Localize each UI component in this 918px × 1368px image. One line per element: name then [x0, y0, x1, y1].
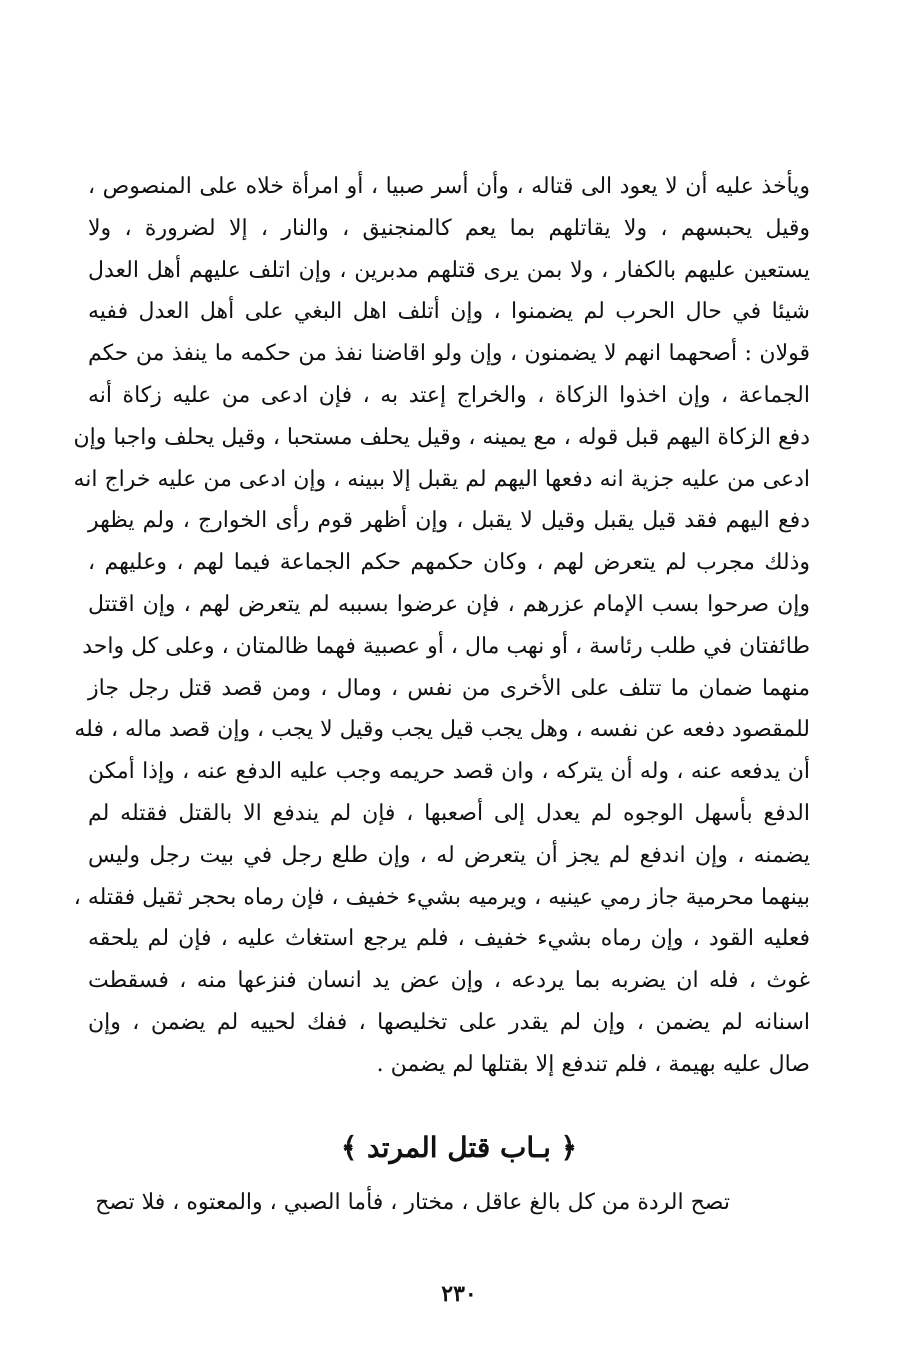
text-line: دفع اليهم فقد قيل يقبل وقيل لا يقبل ، وإن أظهر قوم رأى الخوارج ، ولم يظهر	[88, 508, 810, 534]
text-line: يضمنه ، وإن اندفع لم يجز أن يتعرض له ، وإن طلع رجل في بيت رجل وليس	[88, 842, 810, 868]
text-line: قولان : أصحهما انهم لا يضمنون ، وإن ولو اقاضنا نفذ من حكمه ما ينفذ من حكم	[88, 341, 810, 367]
text-line: الدفع بأسهل الوجوه لم يعدل إلى أصعبها ، فإن لم يندفع الا بالقتل فقتله لم	[88, 800, 810, 826]
text-line: ادعى من عليه جزية انه دفعها اليهم لم يقبل إلا ببينه ، وإن ادعى من عليه خراج انه	[73, 466, 810, 492]
text-line: صال عليه بهيمة ، فلم تندفع إلا بقتلها لم يضمن .	[376, 1051, 810, 1077]
text-line: وقيل يحبسهم ، ولا يقاتلهم بما يعم كالمنجنيق ، والنار ، إلا لضرورة ، ولا	[88, 215, 810, 241]
text-line: منهما ضمان ما تتلف على الأخرى من نفس ، ومال ، ومن قصد قتل رجل جاز	[88, 675, 810, 701]
text-line: فعليه القود ، وإن رماه بشيء خفيف ، فلم يرجع استغاث عليه ، فإن لم يلحقه	[88, 926, 810, 952]
page-number: ٢٣٠	[441, 1281, 477, 1307]
text-line: اسنانه لم يضمن ، وإن لم يقدر على تخليصها ، ففك لحييه لم يضمن ، وإن	[88, 1009, 810, 1035]
text-line: ويأخذ عليه أن لا يعود الى قتاله ، وأن أسر صبيا ، أو امرأة خلاه على المنصوص ،	[88, 174, 810, 199]
section-text-block	[95, 1182, 730, 1224]
main-text-block	[73, 166, 810, 1086]
text-line: وإن صرحوا بسب الإمام عزرهم ، فإن عرضوا بسببه لم يتعرض لهم ، وإن اقتتل	[88, 591, 810, 617]
text-line: غوث ، فله ان يضربه بما يردعه ، وإن عض يد انسان فنزعها منه ، فسقطت	[88, 968, 810, 994]
text-line: للمقصود دفعه عن نفسه ، وهل يجب قيل يجب وقيل لا يجب ، وإن قصد ماله ، فله	[74, 717, 810, 743]
text-line: بينهما محرمية جاز رمي عينيه ، ويرميه بشيء خفيف ، فإن رماه بحجر ثقيل فقتله ،	[73, 884, 810, 910]
text-line: وذلك مجرب لم يتعرض لهم ، وكان حكمهم حكم الجماعة فيما لهم ، وعليهم ،	[88, 550, 810, 576]
text-line: تصح الردة من كل بالغ عاقل ، مختار ، فأما الصبي ، والمعتوه ، فلا تصح	[95, 1190, 730, 1215]
text-line: شيئا في حال الحرب لم يضمنوا ، وإن أتلف اهل البغي على أهل العدل ففيه	[88, 299, 810, 325]
text-line: دفع الزكاة اليهم قبل قوله ، مع يمينه ، وقيل يحلف مستحبا ، وقيل يحلف واجبا وإن	[73, 424, 810, 450]
section-heading: ﴿ بـاب قتل المرتد ﴾	[340, 1131, 578, 1164]
text-line: طائفتان في طلب رئاسة ، أو نهب مال ، أو عصبية فهما ظالمتان ، وعلى كل واحد	[82, 633, 810, 659]
text-line: أن يدفعه عنه ، وله أن يتركه ، وان قصد حريمه وجب عليه الدفع عنه ، وإذا أمكن	[88, 759, 810, 785]
text-line: الجماعة ، وإن اخذوا الزكاة ، والخراج إعتد به ، فإن ادعى من عليه زكاة أنه	[88, 382, 810, 408]
text-line: يستعين عليهم بالكفار ، ولا بمن يرى قتلهم مدبرين ، وإن اتلف عليهم أهل العدل	[88, 257, 810, 283]
